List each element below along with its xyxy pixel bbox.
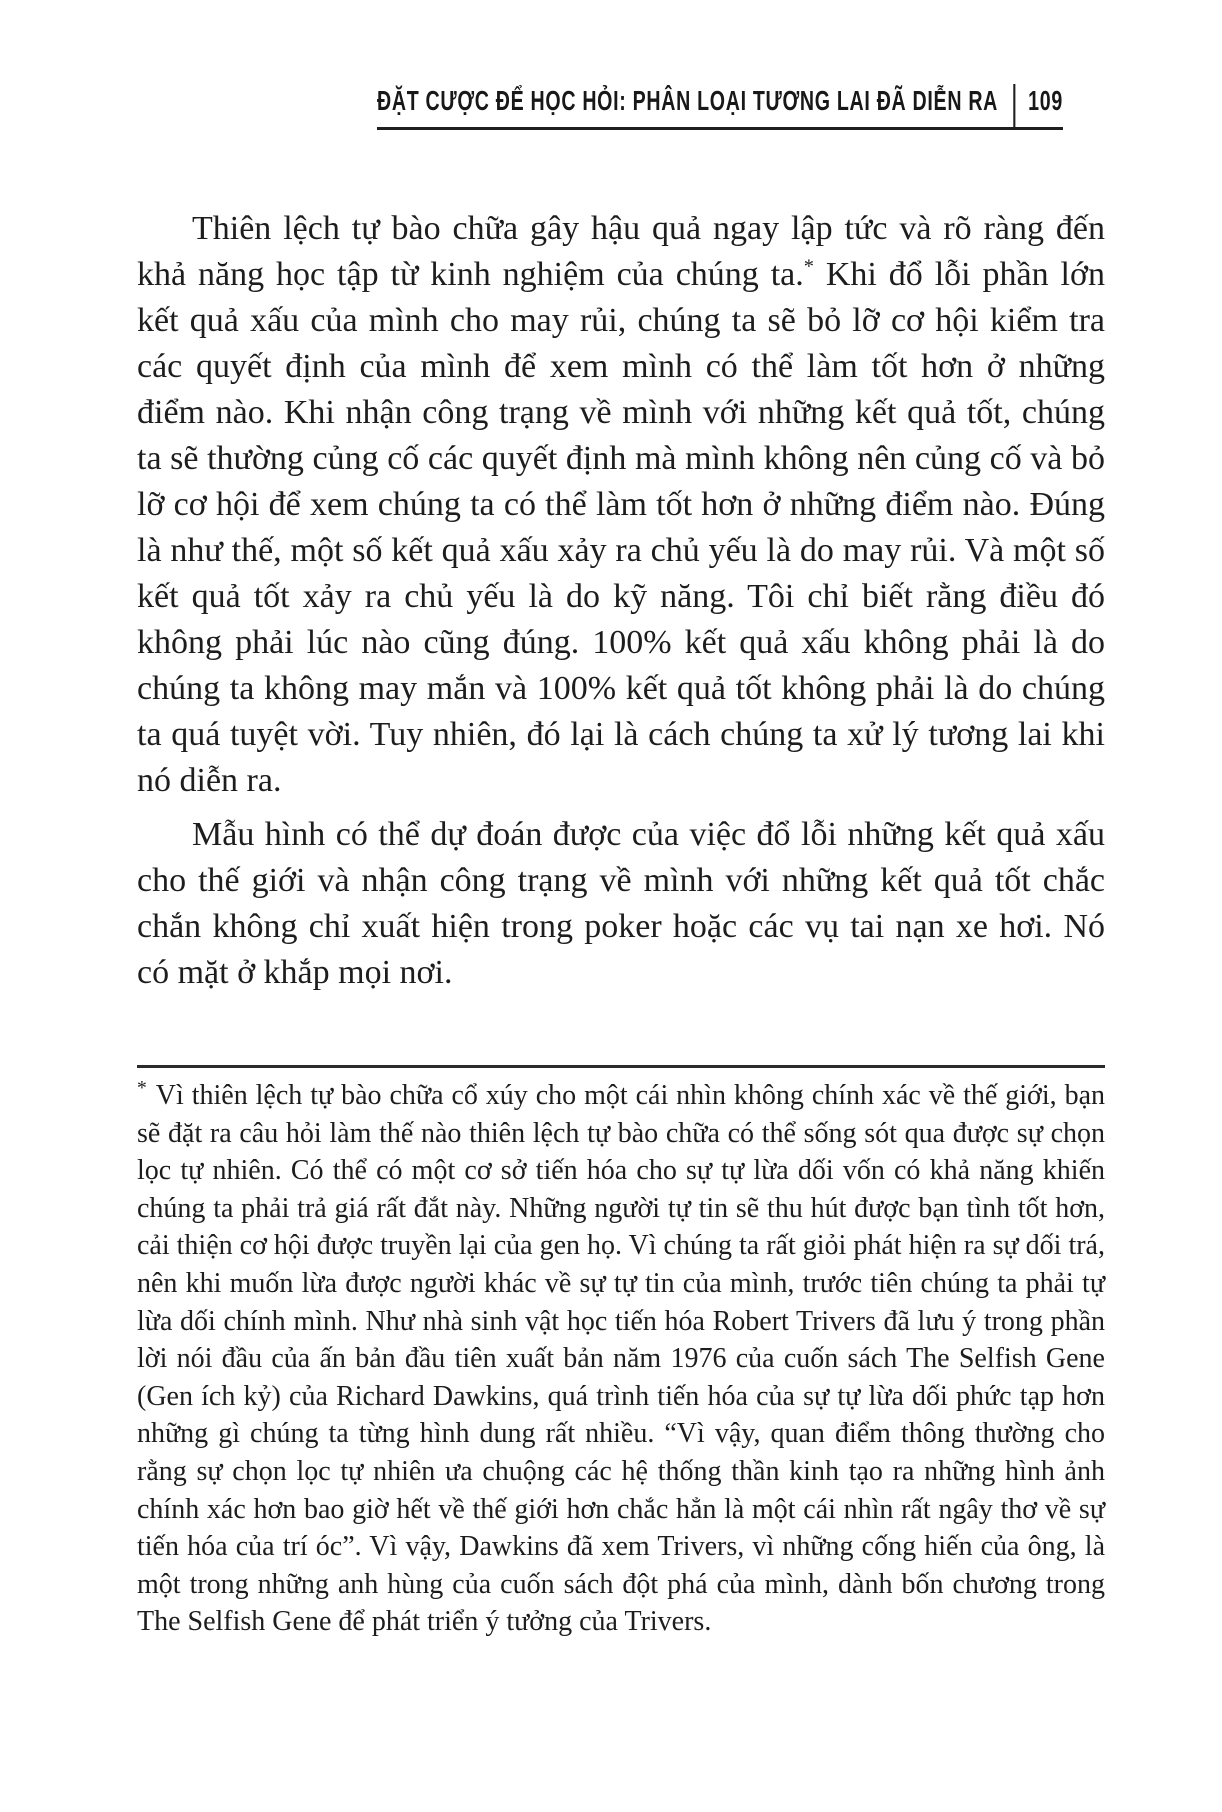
footnote-paragraph [137, 1077, 1105, 1641]
page-number: 109 [1028, 85, 1063, 116]
paragraph-1-text-after-note: Khi đổ lỗi phần lớn kết quả xấu của mình cho may rủi, chúng ta sẽ bỏ lỡ cơ hội kiểm tra các quyết định của mình để xem mình có thể làm tốt hơn ở những điểm nào. Khi nhận công trạng về mình với những kết quả tốt, chúng ta sẽ thường củng cố các quyết định mà mình không nên củng cố và bỏ lỡ cơ hội để xem chúng ta có thể làm tốt hơn ở những điểm nào. Đúng là như thế, một số kết quả xấu xảy ra chủ yếu là do may rủi. Và một số kết quả tốt xảy ra chủ yếu là do kỹ năng. Tôi chỉ biết rằng điều đó không phải lúc nào cũng đúng. 100% kết quả xấu không phải là do chúng ta không may mắn và 100% kết quả tốt không phải là do chúng ta quá tuyệt vời. Tuy nhiên, đó lại là cách chúng ta xử lý tương lai khi nó diễn ra. [137, 256, 1105, 799]
footnote-separator-rule [137, 1065, 1105, 1068]
body-text [137, 206, 1105, 996]
paragraph-2: Mẫu hình có thể dự đoán được của việc đổ lỗi những kết quả xấu cho thế giới và nhận công trạng về mình với những kết quả tốt chắc chắn không chỉ xuất hiện trong poker hoặc các vụ tai nạn xe hơi. Nó có mặt ở khắp mọi nơi. [137, 816, 1105, 991]
header-divider [1013, 84, 1015, 127]
footnote-marker: * [137, 1077, 147, 1099]
paragraph-1 [137, 206, 1105, 804]
chapter-title: ĐẶT CƯỢC ĐỂ HỌC HỎI: PHÂN LOẠI TƯƠNG LAI ĐÃ DIỄN RA [377, 85, 999, 116]
footnote-reference-marker: * [803, 255, 814, 278]
paragraph-1-text-before-note: Thiên lệch tự bào chữa gây hậu quả ngay lập tức và rõ ràng đến khả năng học tập từ kinh nghiệm của chúng ta. [137, 210, 1105, 293]
footnote [137, 1077, 1105, 1641]
footnote-text: Vì thiên lệch tự bào chữa cổ xúy cho một cái nhìn không chính xác về thế giới, bạn sẽ đặt ra câu hỏi làm thế nào thiên lệch tự bào chữa có thể sống sót qua được sự chọn lọc tự nhiên. Có thể có một cơ sở tiến hóa cho sự tự lừa dối vốn có khả năng khiến chúng ta phải trả giá rất đắt này. Những người tự tin sẽ thu hút được bạn tình tốt hơn, cải thiện cơ hội được truyền lại của gen họ. Vì chúng ta rất giỏi phát hiện ra sự dối trá, nên khi muốn lừa được người khác về sự tự tin của mình, trước tiên chúng ta phải tự lừa dối chính mình. Như nhà sinh vật học tiến hóa Robert Trivers đã lưu ý trong phần lời nói đầu của ấn bản đầu tiên xuất bản năm 1976 của cuốn sách The Selfish Gene (Gen ích kỷ) của Richard Dawkins, quá trình tiến hóa của sự tự lừa dối phức tạp hơn những gì chúng ta từng hình dung rất nhiều. “Vì vậy, quan điểm thông thường cho rằng sự chọn lọc tự nhiên ưa chuộng các hệ thống thần kinh tạo ra những hình ảnh chính xác hơn bao giờ hết về thế giới hơn chắc hẳn là một cái nhìn rất ngây thơ về sự tiến hóa của trí óc”. Vì vậy, Dawkins đã xem Trivers, vì những cống hiến của ông, là một trong những anh hùng của cuốn sách đột phá của mình, dành bốn chương trong The Selfish Gene để phát triển ý tưởng của Trivers. [137, 1080, 1105, 1638]
running-head [377, 84, 1063, 130]
